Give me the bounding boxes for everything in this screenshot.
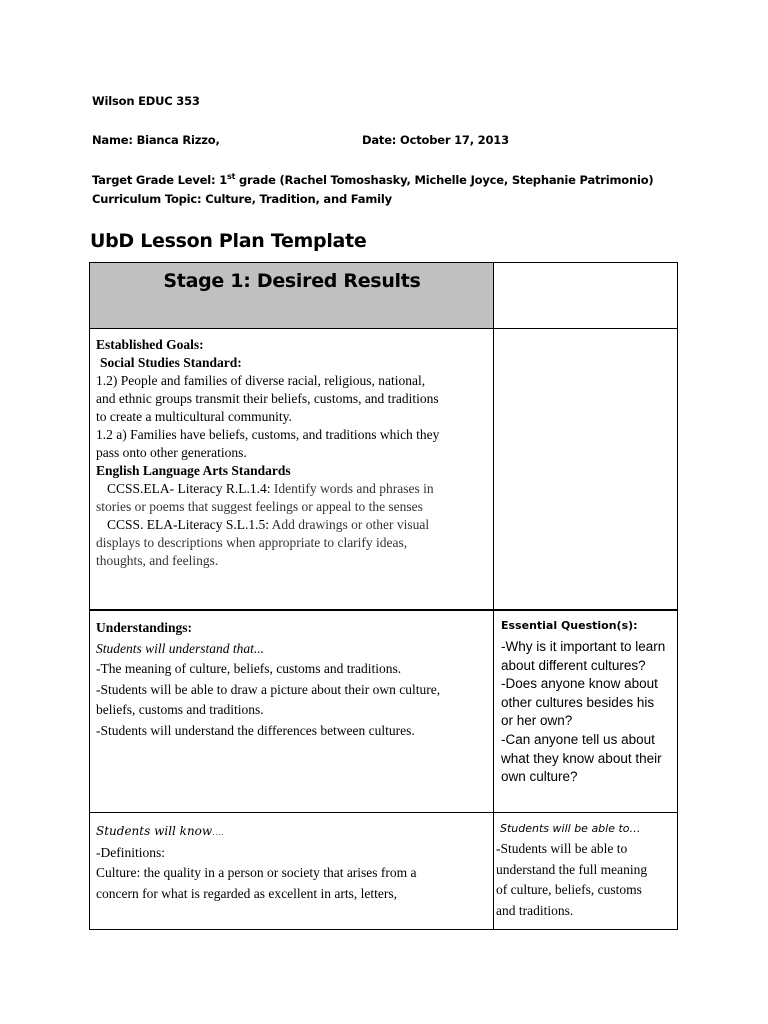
- ela-standard-1: [96, 480, 439, 498]
- ela-line: displays to descriptions when appropriate to clarify ideas,: [96, 535, 408, 550]
- essential-questions-cell: [501, 618, 665, 787]
- understandings-cell: [96, 618, 440, 741]
- ela-standard-2: [96, 516, 439, 534]
- ela-code: CCSS.ELA- Literacy R.L.1.4:: [107, 481, 274, 496]
- essential-line: or her own?: [501, 713, 573, 729]
- understandings-heading: Understandings:: [96, 620, 193, 635]
- essential-line: other cultures besides his: [501, 694, 655, 710]
- stage-title: Stage 1: Desired Results: [163, 270, 421, 292]
- grade-level-suffix: grade (Rachel Tomoshasky, Michelle Joyce, Stephanie Patrimonio): [235, 172, 654, 187]
- table-row-divider: [89, 812, 678, 813]
- ela-heading: English Language Arts Standards: [96, 463, 291, 478]
- ela-line: stories or poems that suggest feelings or appeal to the senses: [96, 499, 423, 514]
- grade-level: [92, 172, 653, 187]
- essential-line: -Does anyone know about: [501, 676, 658, 692]
- ss-standard-heading: Social Studies Standard:: [100, 355, 242, 370]
- essential-line: -Why is it important to learn: [501, 639, 666, 654]
- ela-desc: Add drawings or other visual: [271, 517, 430, 532]
- student-name: Name: Bianca Rizzo,: [92, 133, 220, 147]
- understanding-line: beliefs, customs and traditions.: [96, 702, 264, 717]
- essential-line: about different cultures?: [501, 657, 646, 673]
- understanding-line: -Students will be able to draw a picture about their own culture,: [96, 681, 441, 697]
- ela-line: thoughts, and feelings.: [96, 553, 219, 568]
- table-column-divider: [493, 262, 494, 930]
- grade-level-sup: st: [227, 172, 236, 181]
- able-line: and traditions.: [496, 902, 574, 918]
- know-lead-line: [96, 821, 417, 843]
- goals-heading: Established Goals:: [96, 337, 204, 352]
- know-dots: ….: [212, 827, 224, 837]
- essential-line: what they know about their: [501, 750, 662, 766]
- ss-line: to create a multicultural community.: [96, 409, 292, 424]
- know-line: Culture: the quality in a person or society that arises from a: [96, 865, 417, 880]
- ss-line: and ethnic groups transmit their beliefs, customs, and traditions: [96, 391, 439, 406]
- students-able-cell: [496, 821, 647, 921]
- essential-heading: Essential Question(s):: [501, 619, 638, 632]
- table-row-divider: [89, 328, 678, 329]
- able-line: understand the full meaning: [496, 861, 648, 877]
- grade-level-prefix: Target Grade Level: 1: [92, 172, 228, 187]
- ela-code: CCSS. ELA-Literacy S.L.1.5:: [107, 517, 272, 532]
- table-border-left: [89, 262, 90, 930]
- table-border-top: [89, 262, 678, 263]
- essential-line: own culture?: [501, 769, 578, 785]
- know-lead: Students will know: [96, 824, 213, 838]
- know-line: concern for what is regarded as excellent in arts, letters,: [96, 885, 397, 901]
- ela-desc: Identify words and phrases in: [273, 481, 434, 496]
- course-label: Wilson EDUC 353: [92, 94, 200, 108]
- ss-line: 1.2 a) Families have beliefs, customs, and traditions which they: [96, 427, 440, 442]
- ss-line: pass onto other generations.: [96, 445, 247, 460]
- able-lead: Students will be able to…: [500, 822, 641, 835]
- table-row-divider: [89, 609, 678, 611]
- understanding-line: -Students will understand the differences between cultures.: [96, 722, 415, 738]
- able-line: of culture, beliefs, customs: [496, 882, 642, 897]
- table-border-right: [677, 262, 678, 930]
- curriculum-topic: Curriculum Topic: Culture, Tradition, and Family: [92, 192, 392, 206]
- essential-line: -Can anyone tell us about: [501, 731, 655, 747]
- students-know-cell: [96, 821, 417, 904]
- established-goals-cell: [96, 336, 439, 570]
- page-title: UbD Lesson Plan Template: [90, 230, 367, 252]
- table-border-bottom: [89, 929, 678, 930]
- able-line: -Students will be able to: [496, 841, 628, 856]
- understanding-line: -The meaning of culture, beliefs, customs and traditions.: [96, 661, 402, 676]
- understandings-lead: Students will understand that...: [96, 640, 265, 656]
- know-line: -Definitions:: [96, 844, 165, 860]
- ss-line: 1.2) People and families of diverse racial, religious, national,: [96, 373, 426, 388]
- date-label: Date: October 17, 2013: [362, 133, 509, 147]
